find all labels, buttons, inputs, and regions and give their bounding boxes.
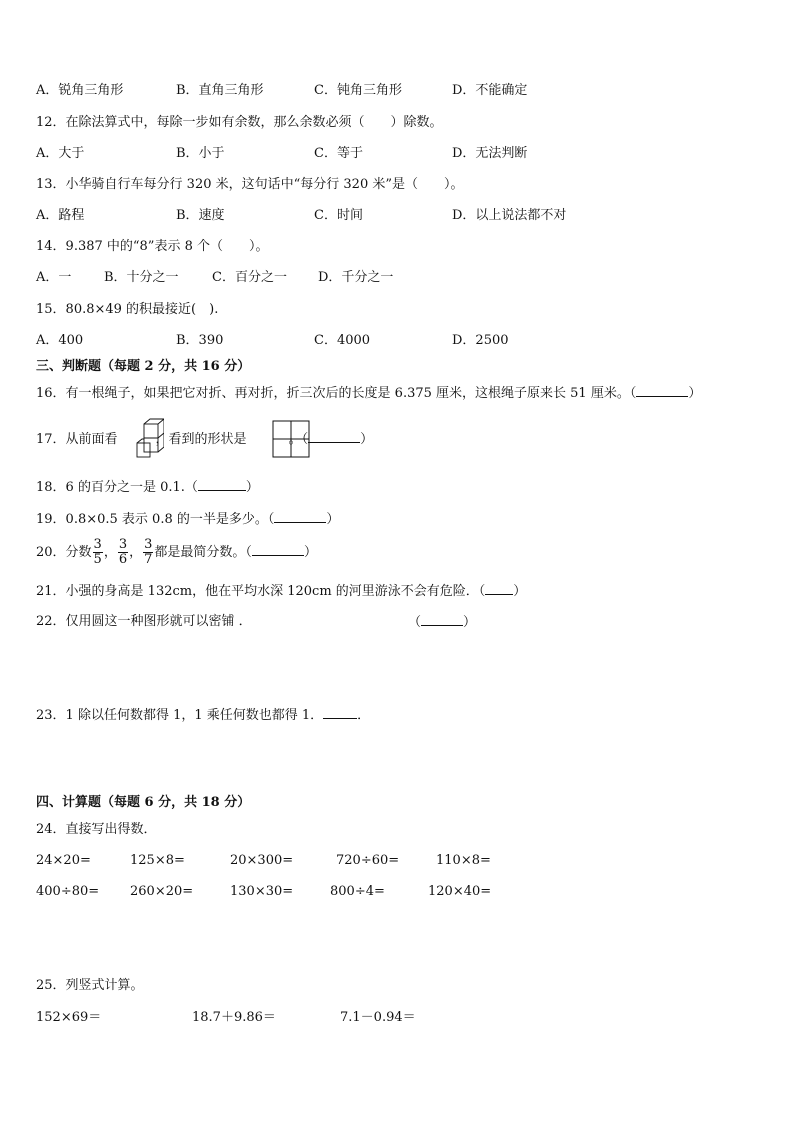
q24-stem: 24．直接写出得数． (36, 822, 157, 837)
q12-option-c: C．等于 (314, 146, 363, 161)
q24-r2-item2: 260×20= (130, 884, 194, 899)
q13-option-d: D．以上说法都不对 (452, 208, 567, 223)
q25-item3: 7.1－0.94＝ (340, 1010, 416, 1025)
q15-option-a: A．400 (36, 333, 84, 348)
q25-item2: 18.7＋9.86＝ (192, 1010, 276, 1025)
q19-answer-blank[interactable] (274, 510, 326, 523)
q24-r2-item1: 400÷80= (36, 884, 100, 899)
q13-option-c: C．时间 (314, 208, 363, 223)
q12-option-b: B．小于 (176, 146, 225, 161)
q22-answer-blank[interactable] (421, 613, 463, 626)
q23-answer-blank[interactable] (323, 706, 357, 719)
q18-answer-blank[interactable] (198, 478, 246, 491)
q15-stem: 15．80.8×49 的积最接近( ). (36, 302, 219, 317)
q11-option-a: A．锐角三角形 (36, 83, 124, 98)
q13-stem: 13．小华骑自行车每分行 320 米，这句话中“每分行 320 米”是（ ）。 (36, 177, 464, 192)
q22-paren-close: ） (463, 615, 477, 630)
q24-r1-item1: 24×20= (36, 853, 91, 868)
q22-paren-open: （ (408, 615, 422, 630)
q17-paren-close: ） (360, 432, 374, 447)
section-3-heading: 三、判断题（每题 2 分，共 16 分） (36, 359, 251, 374)
q15-option-d: D．2500 (452, 333, 509, 348)
q18-text: 18．6 的百分之一是 0.1.（ (36, 480, 198, 495)
q21-text: 21．小强的身高是 132cm，他在平均水深 120cm 的河里游泳不会有危险．（ (36, 584, 486, 599)
q22-answer (408, 613, 476, 632)
q24-r2-item3: 130×30= (230, 884, 294, 899)
q18-paren-close: ） (245, 480, 259, 495)
q15-option-b: B．390 (176, 333, 224, 348)
q24-r1-item5: 110×8= (436, 853, 491, 868)
q20-pre: 20．分数 (36, 545, 92, 560)
q20-separator: ， (129, 545, 143, 560)
q20-separator: ， (103, 545, 117, 560)
q19-text: 19．0.8×0.5 表示 0.8 的一半是多少。（ (36, 512, 275, 527)
q16-paren-open: （ (629, 386, 637, 401)
q20-paren-close: ） (303, 545, 317, 560)
q23 (36, 706, 370, 725)
q12-stem: 12．在除法算式中，每除一步如有余数，那么余数必须（ ）除数。 (36, 115, 443, 130)
q11-option-b: B．直角三角形 (176, 83, 264, 98)
q16-answer-blank[interactable] (636, 384, 688, 397)
q19-paren-close: ） (326, 512, 340, 527)
front-view-shape-figure (272, 420, 312, 460)
q16-text: 16．有一根绳子，如果把它对折、再对折，折三次后的长度是 6.375 厘米，这根绳子原来长 51 厘米。 (36, 386, 630, 401)
q20-answer-blank[interactable] (252, 543, 304, 556)
q24-r2-item5: 120×40= (428, 884, 492, 899)
q21 (36, 582, 526, 601)
q15-option-c: C．4000 (314, 333, 371, 348)
q25-stem: 25．列竖式计算。 (36, 978, 144, 993)
q14-option-c: C．百分之一 (212, 270, 287, 285)
q12-option-d: D．无法判断 (452, 146, 528, 161)
q13-option-b: B．速度 (176, 208, 225, 223)
q16 (36, 384, 701, 403)
q20 (36, 536, 317, 570)
q17-answer-blank[interactable] (308, 430, 360, 443)
section-4-heading: 四、计算题（每题 6 分，共 18 分） (36, 795, 251, 810)
q21-answer-blank[interactable] (485, 582, 513, 595)
q17 (36, 430, 373, 449)
q23-end: ． (357, 708, 371, 723)
q14-stem: 14．9.387 中的“8”表示 8 个（ ）。 (36, 239, 269, 254)
q14-option-d: D．千分之一 (318, 270, 394, 285)
q24-r1-item4: 720÷60= (336, 853, 400, 868)
q24-r2-item4: 800÷4= (330, 884, 385, 899)
q14-option-b: B．十分之一 (104, 270, 179, 285)
cube-stack-figure (136, 418, 164, 460)
q24-r1-item2: 125×8= (130, 853, 185, 868)
fraction-3-7: $\frac{3}{7}$ (144, 537, 153, 567)
q13-option-a: A．路程 (36, 208, 85, 223)
q16-paren-close: ） (688, 386, 702, 401)
q11-option-d: D．不能确定 (452, 83, 528, 98)
q24-r1-item3: 20×300= (230, 853, 294, 868)
fraction-3-5: $\frac{3}{5}$ (93, 537, 102, 567)
q20-post: 都是最简分数。（ (154, 545, 252, 560)
q21-paren-close: ） (513, 584, 527, 599)
q12-option-a: A．大于 (36, 146, 85, 161)
q18 (36, 478, 259, 497)
q23-text: 23．1 除以任何数都得 1，1 乘任何数也都得 1． (36, 708, 324, 723)
fraction-3-6: $\frac{3}{6}$ (118, 537, 128, 567)
q11-option-c: C．钝角三角形 (314, 83, 402, 98)
q14-option-a: A．一 (36, 270, 72, 285)
q22-text: 22．仅用圆这一种图形就可以密铺 ． (36, 614, 252, 629)
q17-pre: 17．从前面看 (36, 432, 118, 447)
q17-mid: ，看到的形状是 (155, 432, 247, 447)
q25-item1: 152×69＝ (36, 1010, 102, 1025)
q17-tail: 。（ (288, 432, 309, 447)
q19 (36, 510, 339, 529)
